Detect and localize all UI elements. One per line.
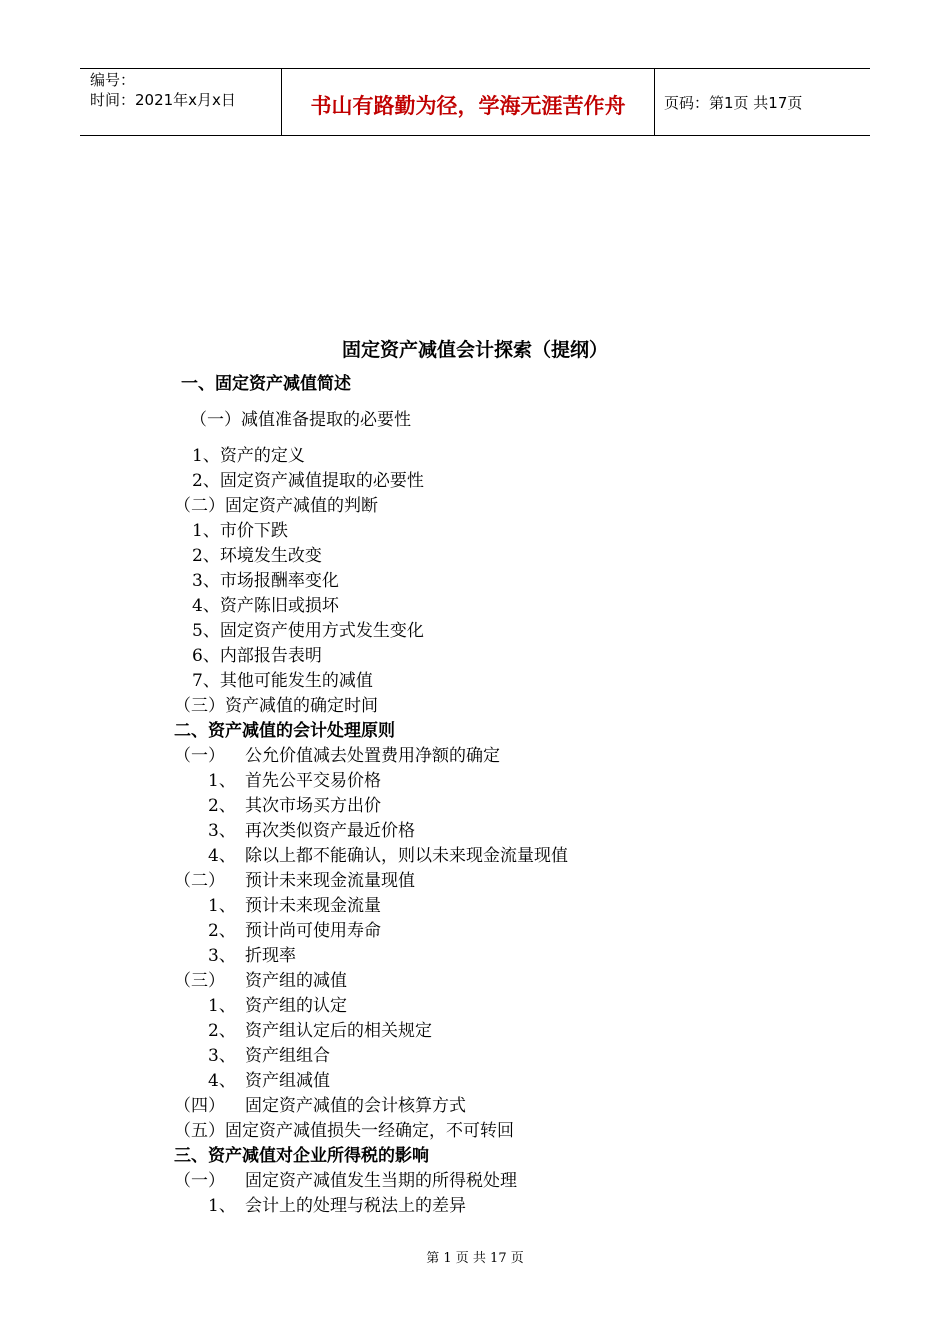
item-number: 3、 xyxy=(208,1046,236,1066)
section-heading: 二、资产减值的会计处理原则 xyxy=(174,721,395,741)
item-number: 1、 xyxy=(208,771,236,791)
document-title: 固定资产减值会计探索（提纲） xyxy=(341,339,608,361)
outline-item: 2、环境发生改变 xyxy=(192,546,322,566)
outline-item: 再次类似资产最近价格 xyxy=(245,821,415,841)
item-number: 3、 xyxy=(208,821,236,841)
item-number: 1、 xyxy=(208,996,236,1016)
subsection-heading: （二）固定资产减值的判断 xyxy=(174,496,378,516)
item-number: 4、 xyxy=(208,846,236,866)
doc-time-label: 时间：2021年x月x日 xyxy=(90,91,236,109)
outline-item: 资产组减值 xyxy=(245,1071,330,1091)
section-heading: 一、固定资产减值简述 xyxy=(181,374,351,394)
header-top-rule xyxy=(80,68,870,69)
item-number: 4、 xyxy=(208,1071,236,1091)
subsection-heading: （一）减值准备提取的必要性 xyxy=(190,410,411,430)
item-number: 1、 xyxy=(208,896,236,916)
outline-item: 其次市场买方出价 xyxy=(245,796,381,816)
item-number: 3、 xyxy=(208,946,236,966)
subsection-number: （四） xyxy=(174,1096,225,1116)
item-number: 1、 xyxy=(208,1196,236,1216)
outline-item: 折现率 xyxy=(245,946,296,966)
item-number: 2、 xyxy=(208,796,236,816)
outline-item: 资产组认定后的相关规定 xyxy=(245,1021,432,1041)
subsection-heading: 固定资产减值的会计核算方式 xyxy=(245,1096,466,1116)
page-footer: 第 1 页 共 17 页 xyxy=(426,1251,524,1266)
header-bottom-rule xyxy=(80,135,870,136)
section-heading: 三、资产减值对企业所得税的影响 xyxy=(174,1146,429,1166)
item-number: 2、 xyxy=(208,921,236,941)
outline-item: 1、市价下跌 xyxy=(192,521,288,541)
header-divider-left xyxy=(281,69,282,135)
outline-item: 资产组组合 xyxy=(245,1046,330,1066)
item-number: 2、 xyxy=(208,1021,236,1041)
outline-item: 会计上的处理与税法上的差异 xyxy=(245,1196,466,1216)
outline-item: 预计未来现金流量 xyxy=(245,896,381,916)
outline-item: 首先公平交易价格 xyxy=(245,771,381,791)
outline-item: 5、固定资产使用方式发生变化 xyxy=(192,621,424,641)
doc-code-label: 编号： xyxy=(90,71,136,89)
subsection-heading: 公允价值减去处置费用净额的确定 xyxy=(245,746,500,766)
outline-item: 6、内部报告表明 xyxy=(192,646,322,666)
subsection-heading: 固定资产减值发生当期的所得税处理 xyxy=(245,1171,517,1191)
subsection-number: （一） xyxy=(174,1171,225,1191)
header-divider-right xyxy=(654,69,655,135)
subsection-heading: （五）固定资产减值损失一经确定，不可转回 xyxy=(174,1121,514,1141)
outline-item: 2、固定资产减值提取的必要性 xyxy=(192,471,424,491)
subsection-heading: （三）资产减值的确定时间 xyxy=(174,696,378,716)
subsection-heading: 资产组的减值 xyxy=(245,971,347,991)
subsection-number: （三） xyxy=(174,971,225,991)
outline-item: 7、其他可能发生的减值 xyxy=(192,671,373,691)
subsection-number: （二） xyxy=(174,871,225,891)
outline-item: 4、资产陈旧或损坏 xyxy=(192,596,339,616)
outline-item: 资产组的认定 xyxy=(245,996,347,1016)
page-number-label: 页码：第1页 共17页 xyxy=(664,94,803,112)
outline-item: 除以上都不能确认，则以未来现金流量现值 xyxy=(245,846,568,866)
motto-text: 书山有路勤为径，学海无涯苦作舟 xyxy=(310,94,626,118)
outline-item: 1、资产的定义 xyxy=(192,446,305,466)
outline-item: 3、市场报酬率变化 xyxy=(192,571,339,591)
subsection-number: （一） xyxy=(174,746,225,766)
outline-item: 预计尚可使用寿命 xyxy=(245,921,381,941)
subsection-heading: 预计未来现金流量现值 xyxy=(245,871,415,891)
